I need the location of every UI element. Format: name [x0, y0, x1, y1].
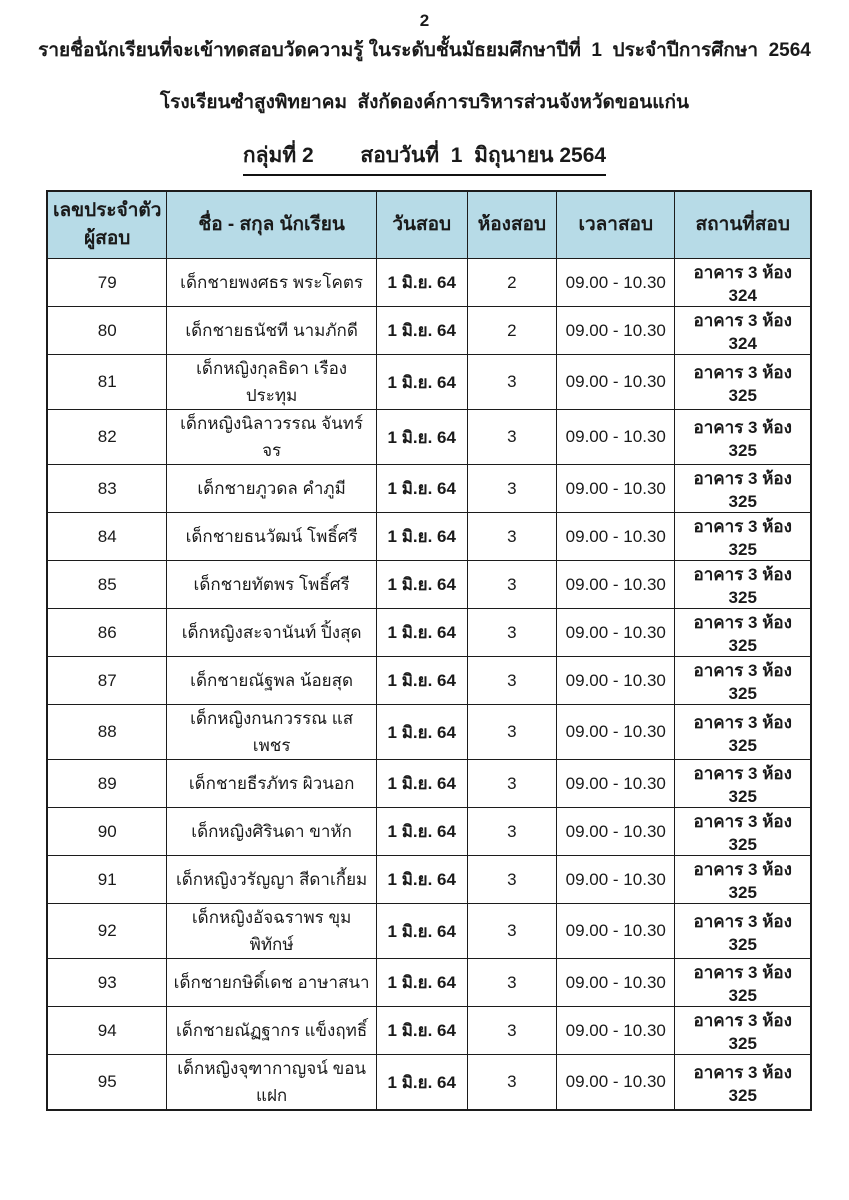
cell-exam-room: 3	[467, 808, 556, 856]
cell-student-id: 81	[47, 355, 167, 410]
cell-exam-date: 1 มิ.ย. 64	[376, 808, 467, 856]
cell-exam-location: อาคาร 3 ห้อง 325	[675, 705, 811, 760]
table-row	[47, 465, 811, 513]
cell-exam-room: 3	[467, 410, 556, 465]
table-row	[47, 1007, 811, 1055]
table-row	[47, 410, 811, 465]
cell-exam-room: 3	[467, 609, 556, 657]
cell-exam-time: 09.00 - 10.30	[557, 959, 675, 1007]
cell-exam-date: 1 มิ.ย. 64	[376, 465, 467, 513]
cell-student-name: เด็กหญิงกนกวรรณ แสเพชร	[167, 705, 376, 760]
cell-student-id: 94	[47, 1007, 167, 1055]
exam-roster-table	[46, 190, 812, 1111]
cell-exam-location: อาคาร 3 ห้อง 325	[675, 465, 811, 513]
cell-exam-time: 09.00 - 10.30	[557, 465, 675, 513]
cell-exam-room: 3	[467, 856, 556, 904]
cell-exam-room: 2	[467, 259, 556, 307]
cell-exam-date: 1 มิ.ย. 64	[376, 705, 467, 760]
cell-exam-time: 09.00 - 10.30	[557, 760, 675, 808]
cell-exam-time: 09.00 - 10.30	[557, 609, 675, 657]
group-exam-date-text: กลุ่มที่ 2 สอบวันที่ 1 มิถุนายน 2564	[243, 139, 606, 176]
cell-exam-time: 09.00 - 10.30	[557, 657, 675, 705]
cell-student-name: เด็กหญิงจุฑากาญจน์ ขอนแฝก	[167, 1055, 376, 1111]
table-row	[47, 959, 811, 1007]
cell-exam-room: 3	[467, 355, 556, 410]
cell-exam-location: อาคาร 3 ห้อง 325	[675, 856, 811, 904]
cell-exam-time: 09.00 - 10.30	[557, 259, 675, 307]
column-header-student-id	[47, 191, 167, 259]
cell-student-id: 92	[47, 904, 167, 959]
cell-exam-room: 2	[467, 307, 556, 355]
cell-exam-room: 3	[467, 959, 556, 1007]
cell-student-name: เด็กชายธีรภัทร ผิวนอก	[167, 760, 376, 808]
cell-exam-location: อาคาร 3 ห้อง 324	[675, 307, 811, 355]
cell-exam-location: อาคาร 3 ห้อง 325	[675, 410, 811, 465]
cell-student-id: 82	[47, 410, 167, 465]
cell-exam-location: อาคาร 3 ห้อง 325	[675, 1007, 811, 1055]
cell-exam-date: 1 มิ.ย. 64	[376, 1007, 467, 1055]
cell-exam-time: 09.00 - 10.30	[557, 705, 675, 760]
table-row	[47, 904, 811, 959]
cell-exam-date: 1 มิ.ย. 64	[376, 856, 467, 904]
cell-student-id: 89	[47, 760, 167, 808]
cell-student-name: เด็กชายณัฏฐากร แข็งฤทธิ์	[167, 1007, 376, 1055]
cell-exam-date: 1 มิ.ย. 64	[376, 410, 467, 465]
table-row	[47, 1055, 811, 1111]
school-affiliation-line: โรงเรียนซำสูงพิทยาคม สังกัดองค์การบริหารส่วนจังหวัดขอนแก่น	[159, 92, 690, 113]
cell-exam-date: 1 มิ.ย. 64	[376, 760, 467, 808]
cell-student-name: เด็กชายธนัชที นามภักดี	[167, 307, 376, 355]
cell-exam-location: อาคาร 3 ห้อง 325	[675, 513, 811, 561]
cell-student-id: 83	[47, 465, 167, 513]
cell-exam-time: 09.00 - 10.30	[557, 355, 675, 410]
group-exam-date-line	[0, 139, 849, 176]
cell-exam-location: อาคาร 3 ห้อง 325	[675, 561, 811, 609]
table-row	[47, 259, 811, 307]
cell-exam-time: 09.00 - 10.30	[557, 410, 675, 465]
cell-exam-location: อาคาร 3 ห้อง 325	[675, 904, 811, 959]
cell-exam-room: 3	[467, 561, 556, 609]
cell-exam-location: อาคาร 3 ห้อง 325	[675, 609, 811, 657]
cell-exam-date: 1 มิ.ย. 64	[376, 609, 467, 657]
cell-exam-time: 09.00 - 10.30	[557, 513, 675, 561]
cell-student-id: 86	[47, 609, 167, 657]
cell-student-id: 95	[47, 1055, 167, 1111]
column-header-student-id-line1: เลขประจำตัว	[53, 200, 162, 222]
cell-student-name: เด็กชายพงศธร พระโคตร	[167, 259, 376, 307]
cell-exam-date: 1 มิ.ย. 64	[376, 657, 467, 705]
cell-student-id: 91	[47, 856, 167, 904]
cell-student-name: เด็กหญิงนิลาวรรณ จันทร์จร	[167, 410, 376, 465]
cell-exam-room: 3	[467, 513, 556, 561]
cell-student-name: เด็กชายธนวัฒน์ โพธิ์ศรี	[167, 513, 376, 561]
table-row	[47, 856, 811, 904]
cell-exam-time: 09.00 - 10.30	[557, 904, 675, 959]
cell-student-id: 90	[47, 808, 167, 856]
cell-exam-time: 09.00 - 10.30	[557, 307, 675, 355]
cell-exam-date: 1 มิ.ย. 64	[376, 259, 467, 307]
cell-exam-room: 3	[467, 465, 556, 513]
cell-exam-room: 3	[467, 904, 556, 959]
cell-exam-location: อาคาร 3 ห้อง 325	[675, 1055, 811, 1111]
cell-exam-time: 09.00 - 10.30	[557, 856, 675, 904]
cell-exam-room: 3	[467, 657, 556, 705]
cell-student-id: 87	[47, 657, 167, 705]
cell-exam-time: 09.00 - 10.30	[557, 808, 675, 856]
table-row	[47, 513, 811, 561]
cell-exam-room: 3	[467, 760, 556, 808]
page-number: 2	[419, 11, 430, 30]
table-row	[47, 307, 811, 355]
column-header-exam-date: วันสอบ	[376, 191, 467, 259]
table-row	[47, 561, 811, 609]
column-header-name: ชื่อ - สกุล นักเรียน	[167, 191, 376, 259]
document-title: รายชื่อนักเรียนที่จะเข้าทดสอบวัดความรู้ ในระดับชั้นมัธยมศึกษาปีที่ 1 ประจำปีการศึกษา 2564	[38, 40, 811, 61]
cell-student-id: 79	[47, 259, 167, 307]
cell-student-id: 88	[47, 705, 167, 760]
cell-exam-time: 09.00 - 10.30	[557, 561, 675, 609]
cell-exam-location: อาคาร 3 ห้อง 325	[675, 355, 811, 410]
cell-student-name: เด็กหญิงวรัญญา สีดาเกี้ยม	[167, 856, 376, 904]
cell-student-id: 85	[47, 561, 167, 609]
column-header-exam-room: ห้องสอบ	[467, 191, 556, 259]
cell-exam-room: 3	[467, 1055, 556, 1111]
cell-exam-date: 1 มิ.ย. 64	[376, 355, 467, 410]
cell-student-name: เด็กหญิงกุลธิดา เรืองประทุม	[167, 355, 376, 410]
table-row	[47, 705, 811, 760]
column-header-student-id-line2: ผู้สอบ	[84, 228, 131, 249]
table-row	[47, 609, 811, 657]
cell-student-name: เด็กหญิงสะจานันท์ ปิ้งสุด	[167, 609, 376, 657]
cell-student-name: เด็กชายทัตพร โพธิ์ศรี	[167, 561, 376, 609]
table-body	[47, 259, 811, 1111]
cell-exam-date: 1 มิ.ย. 64	[376, 1055, 467, 1111]
column-header-exam-time: เวลาสอบ	[557, 191, 675, 259]
table-header-row	[47, 191, 811, 259]
cell-student-name: เด็กหญิงอัจฉราพร ขุมพิทักษ์	[167, 904, 376, 959]
cell-exam-date: 1 มิ.ย. 64	[376, 561, 467, 609]
cell-exam-room: 3	[467, 705, 556, 760]
cell-student-name: เด็กชายกษิดิ์เดช อาษาสนา	[167, 959, 376, 1007]
table-row	[47, 808, 811, 856]
cell-student-id: 84	[47, 513, 167, 561]
cell-exam-location: อาคาร 3 ห้อง 325	[675, 760, 811, 808]
cell-exam-location: อาคาร 3 ห้อง 325	[675, 959, 811, 1007]
cell-student-name: เด็กชายณัฐพล น้อยสุด	[167, 657, 376, 705]
cell-student-name: เด็กชายภูวดล คำภูมี	[167, 465, 376, 513]
cell-student-name: เด็กหญิงศิรินดา ขาหัก	[167, 808, 376, 856]
cell-exam-location: อาคาร 3 ห้อง 325	[675, 657, 811, 705]
cell-exam-time: 09.00 - 10.30	[557, 1055, 675, 1111]
cell-student-id: 93	[47, 959, 167, 1007]
cell-exam-date: 1 มิ.ย. 64	[376, 904, 467, 959]
table-row	[47, 355, 811, 410]
table-row	[47, 760, 811, 808]
cell-exam-room: 3	[467, 1007, 556, 1055]
cell-exam-date: 1 มิ.ย. 64	[376, 307, 467, 355]
cell-exam-location: อาคาร 3 ห้อง 324	[675, 259, 811, 307]
column-header-exam-location: สถานที่สอบ	[675, 191, 811, 259]
cell-exam-date: 1 มิ.ย. 64	[376, 513, 467, 561]
cell-student-id: 80	[47, 307, 167, 355]
cell-exam-date: 1 มิ.ย. 64	[376, 959, 467, 1007]
cell-exam-time: 09.00 - 10.30	[557, 1007, 675, 1055]
table-row	[47, 657, 811, 705]
cell-exam-location: อาคาร 3 ห้อง 325	[675, 808, 811, 856]
